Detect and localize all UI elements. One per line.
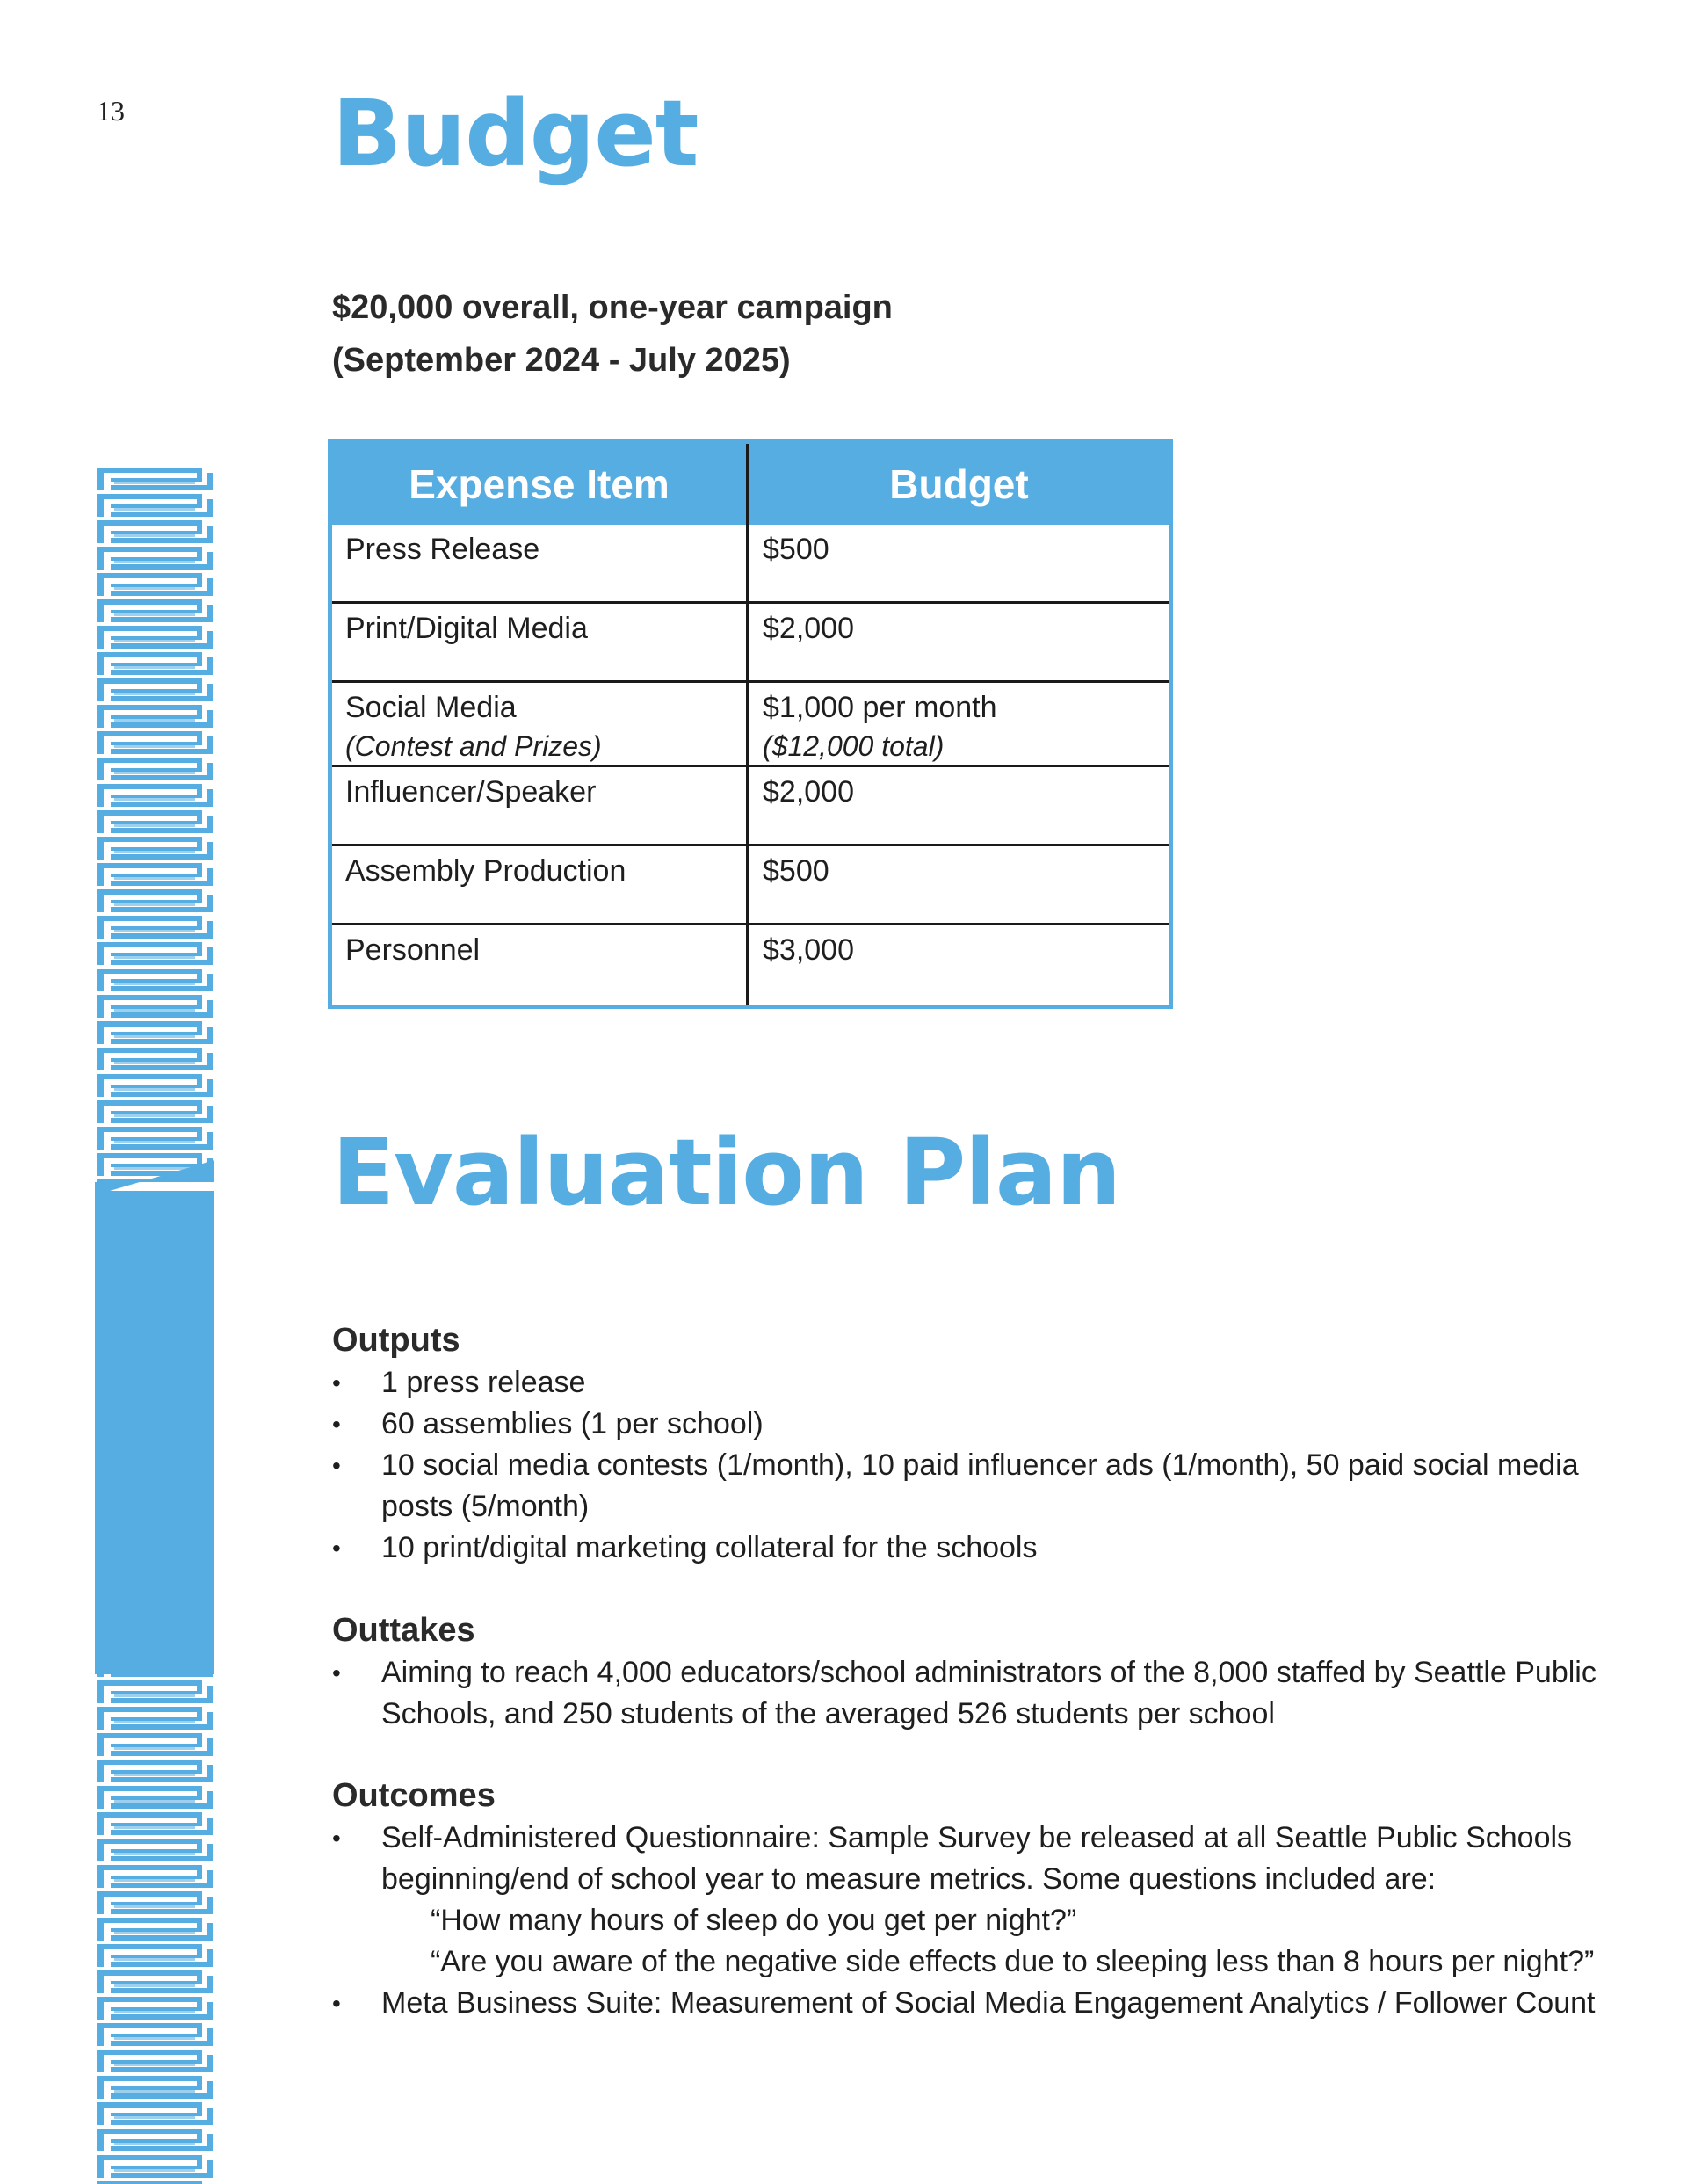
table-row [332,683,1169,767]
expense-item-note: (Contest and Prizes) [345,730,602,762]
list-item-text: 10 social media contests (1/month), 10 paid influencer ads (1/month), 50 paid social media posts (5/month) [381,1448,1579,1523]
budget-cell [749,604,1169,680]
budget-cell [749,525,1169,601]
list-item [332,1527,1597,1569]
budget-amount: $2,000 [763,612,854,645]
expense-item-cell [332,683,749,765]
list-item-text: 10 print/digital marketing collateral for the schools [381,1531,1038,1564]
bullet-icon: • [332,1411,341,1438]
budget-amount-note: ($12,000 total) [763,730,945,762]
outtakes-list [332,1652,1597,1735]
list-item [332,1362,1597,1404]
budget-summary-amount: $20,000 overall, one-year campaign [332,289,893,326]
list-item [332,1818,1597,1983]
list-item [332,1983,1597,2024]
table-header-row [332,444,1169,525]
budget-amount: $3,000 [763,933,854,967]
outputs-section [332,1318,1597,1569]
expense-item-cell [332,604,749,680]
bullet-icon: • [332,1452,341,1479]
list-item-text: 1 press release [381,1366,586,1399]
budget-cell [749,846,1169,923]
outtakes-heading: Outtakes [332,1612,475,1649]
table-row [332,767,1169,846]
budget-amount: $2,000 [763,775,854,809]
survey-question: “How many hours of sleep do you get per night?” [431,1904,1077,1937]
list-item [332,1652,1597,1735]
expense-item-cell [332,925,749,1005]
list-item [332,1445,1597,1527]
table-row [332,846,1169,925]
outtakes-section [332,1608,1597,1735]
expense-item-label: Social Media [345,691,517,724]
page-number: 13 [97,95,125,127]
list-item [332,1404,1597,1445]
expense-item-cell [332,525,749,601]
budget-amount: $500 [763,854,829,888]
list-item-text: 60 assemblies (1 per school) [381,1407,764,1440]
list-item-text: Meta Business Suite: Measurement of Social Media Engagement Analytics / Follower Count [381,1986,1596,2020]
survey-question: “Are you aware of the negative side effects due to sleeping less than 8 hours per night?” [431,1945,1595,1978]
header-budget: Budget [889,461,1029,507]
budget-amount: $1,000 per month [763,691,997,724]
budget-amount: $500 [763,533,829,566]
expense-item-label: Influencer/Speaker [345,775,597,809]
bullet-icon: • [332,1825,341,1852]
budget-cell [749,925,1169,1005]
expense-item-cell [332,846,749,923]
budget-cell [749,683,1169,765]
outcomes-list [332,1818,1597,2024]
bullet-icon: • [332,1990,341,2017]
outcomes-heading: Outcomes [332,1777,496,1814]
table-row [332,925,1169,1005]
list-item-text: Self-Administered Questionnaire: Sample Survey be released at all Seattle Public Schools beginning/end of school year to measure metrics. Some questions included are: [381,1821,1573,1896]
table-row [332,604,1169,683]
outputs-heading: Outputs [332,1322,460,1359]
expense-item-label: Assembly Production [345,854,626,888]
outputs-list [332,1362,1597,1569]
expense-item-label: Print/Digital Media [345,612,588,645]
expense-item-label: Personnel [345,933,481,967]
budget-summary-period: (September 2024 - July 2025) [332,342,791,379]
budget-table [328,439,1173,1009]
bullet-icon: • [332,1535,341,1562]
outcomes-section [332,1774,1597,2024]
evaluation-plan-title: Evaluation Plan [332,1119,1121,1226]
expense-item-label: Press Release [345,533,540,566]
bullet-icon: • [332,1369,341,1397]
table-row [332,525,1169,604]
budget-summary [332,281,893,387]
budget-cell [749,767,1169,844]
decorative-pattern-stripe [95,466,214,2184]
budget-title: Budget [332,80,699,187]
list-item-text: Aiming to reach 4,000 educators/school administrators of the 8,000 staffed by Seattle Public Schools, and 250 students of the averaged 526 students per school [381,1656,1596,1731]
expense-item-cell [332,767,749,844]
bullet-icon: • [332,1659,341,1687]
header-expense-item: Expense Item [332,444,749,525]
